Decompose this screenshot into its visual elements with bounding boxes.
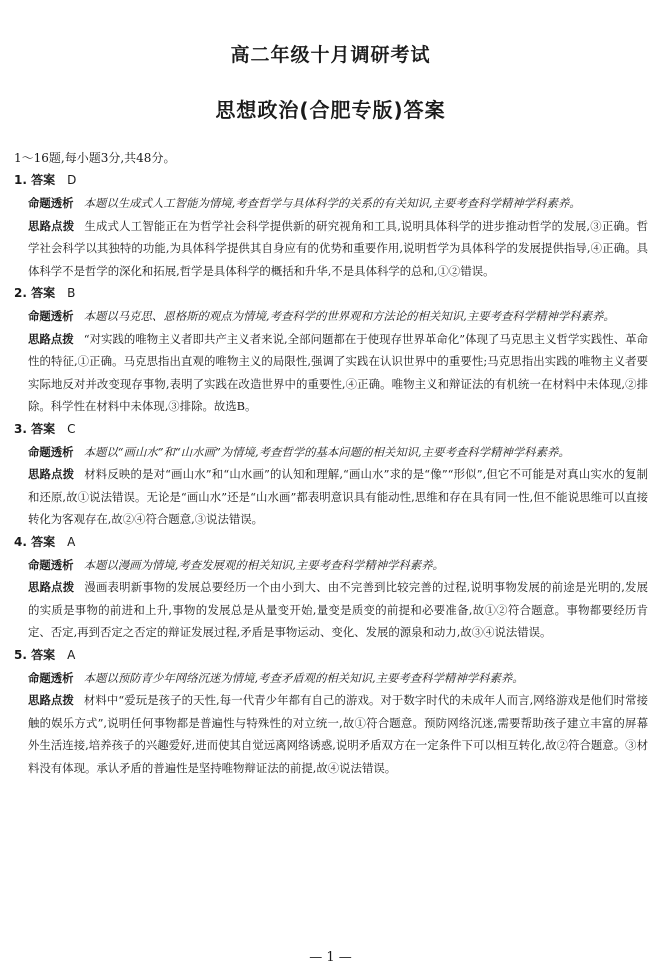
analysis-label: 命题透析 (28, 670, 74, 685)
question-2 (14, 283, 648, 418)
analysis-label: 命题透析 (28, 196, 74, 210)
question-number: 3. (14, 421, 27, 436)
hint-paragraph (28, 689, 648, 779)
answer-letter: C (67, 421, 76, 436)
hint-label: 思路点拨 (28, 467, 75, 481)
answer-line (14, 283, 648, 305)
answer-line (14, 419, 648, 441)
answer-line (14, 170, 648, 192)
hint-text: 材料反映的是对“画山水”和“山水画”的认知和理解,“画山水”求的是“像”“形似”,但它不可能是对真山实水的复制和还原,故①说法错误。无论是“画山水”还是“山水画”都表明意识具有能动性,思维和存在具有同一性,但不能说思维可以直接转化为客观存在,故②④符合题意,③说法错误。 (28, 467, 648, 526)
hint-text: 材料中“爱玩是孩子的天性,每一代青少年都有自己的游戏。对于数字时代的未成年人而言,网络游戏是他们时常接触的娱乐方式”,说明任何事物都是普遍性与特殊性的对立统一,故①符合题意。预防网络沉迷,需要帮助孩子建立丰富的屏幕外生活连接,培养孩子的兴趣爱好,进而使其自觉远离网络诱惑,说明矛盾双方在一定条件下可以相互转化,故②符合题意。③材料没有体现。承认矛盾的普遍性是坚持唯物辩证法的前提,故④说法错误。 (28, 693, 648, 775)
analysis-paragraph (28, 554, 648, 577)
hint-text: 漫画表明新事物的发展总要经历一个由小到大、由不完善到比较完善的过程,说明事物发展的前途是光明的,发展的实质是事物的前进和上升,事物的发展总是从量变开始,量变是质变的前提和必要准备,故①②符合题意。事物都要经历肯定、否定,再到否定之否定的辩证发展过程,矛盾是事物运动、变化、发展的源泉和动力,故③④说法错误。 (28, 580, 648, 639)
hint-label: 思路点拨 (28, 331, 74, 346)
answer-content (14, 148, 648, 780)
hint-label: 思路点拨 (28, 693, 74, 707)
analysis-paragraph (28, 305, 648, 328)
answer-letter: A (67, 647, 76, 662)
answer-label: 答案 (31, 534, 56, 549)
exam-subtitle: 思想政治(合肥专版)答案 (215, 98, 446, 122)
answer-letter: A (67, 534, 76, 549)
analysis-text: 本题以漫画为情境,考查发展观的相关知识,主要考查科学精神学科素养。 (83, 557, 444, 572)
answer-label: 答案 (31, 647, 56, 662)
answer-line (14, 645, 648, 667)
hint-text: 生成式人工智能正在为哲学社会科学提供新的研究视角和工具,说明具体科学的进步推动哲学的发展,③正确。哲学社会科学以其独特的功能,为具体科学提供其自身应有的优势和重要作用,说明哲学为具体科学的发展提供指导,④正确。具体科学不是哲学的深化和拓展,哲学是具体科学的概括和升华,不是具体科学的总和,①②错误。 (28, 218, 648, 278)
analysis-text: 本题以“画山水”和“山水画”为情境,考查哲学的基本问题的相关知识,主要考查科学精神学科素养。 (83, 444, 570, 459)
analysis-label: 命题透析 (28, 557, 74, 572)
analysis-label: 命题透析 (28, 309, 74, 323)
hint-label: 思路点拨 (28, 218, 75, 233)
page-number: — 1 — (309, 950, 352, 965)
hint-paragraph (28, 576, 648, 644)
answer-label: 答案 (31, 286, 56, 300)
section-intro: 1～16题,每小题3分,共48分。 (14, 151, 176, 165)
hint-label: 思路点拨 (28, 580, 75, 594)
analysis-paragraph (28, 192, 648, 215)
analysis-text: 本题以预防青少年网络沉迷为情境,考查矛盾观的相关知识,主要考查科学精神学科素养。 (83, 670, 524, 685)
analysis-text: 本题以马克思、恩格斯的观点为情境,考查科学的世界观和方法论的相关知识,主要考查科学精神学科素养。 (83, 309, 615, 323)
answer-label: 答案 (31, 173, 56, 187)
analysis-paragraph (28, 667, 648, 690)
answer-letter: B (67, 286, 76, 300)
question-1 (14, 170, 648, 282)
analysis-text: 本题以生成式人工智能为情境,考查哲学与具体科学的关系的有关知识,主要考查科学精神学科素养。 (83, 196, 581, 210)
answer-label: 答案 (31, 421, 56, 436)
hint-paragraph (28, 463, 648, 531)
question-number: 5. (14, 647, 27, 662)
analysis-label: 命题透析 (28, 444, 74, 459)
answer-letter: D (67, 173, 77, 187)
analysis-paragraph (28, 441, 648, 464)
hint-paragraph (28, 215, 648, 283)
exam-title: 高二年级十月调研考试 (230, 44, 431, 66)
question-5 (14, 645, 648, 780)
question-number: 4. (14, 534, 27, 549)
question-number: 1. (14, 173, 27, 187)
question-3 (14, 419, 648, 531)
answer-line (14, 532, 648, 554)
hint-paragraph (28, 328, 648, 418)
question-4 (14, 532, 648, 644)
question-number: 2. (14, 286, 27, 300)
hint-text: “对实践的唯物主义者即共产主义者来说,全部问题都在于使现存世界革命化”体现了马克思主义哲学实践性、革命性的特征,①正确。马克思指出直观的唯物主义的局限性,强调了实践在认识世界中的重要性;马克思指出实践的唯物主义者要实际地反对并改变现存事物,表明了实践在改造世界中的重要性,④正确。唯物主义和辩证法的有机统一在材料中未体现,②排除。科学性在材料中未体现,③排除。故选B。 (28, 331, 648, 413)
